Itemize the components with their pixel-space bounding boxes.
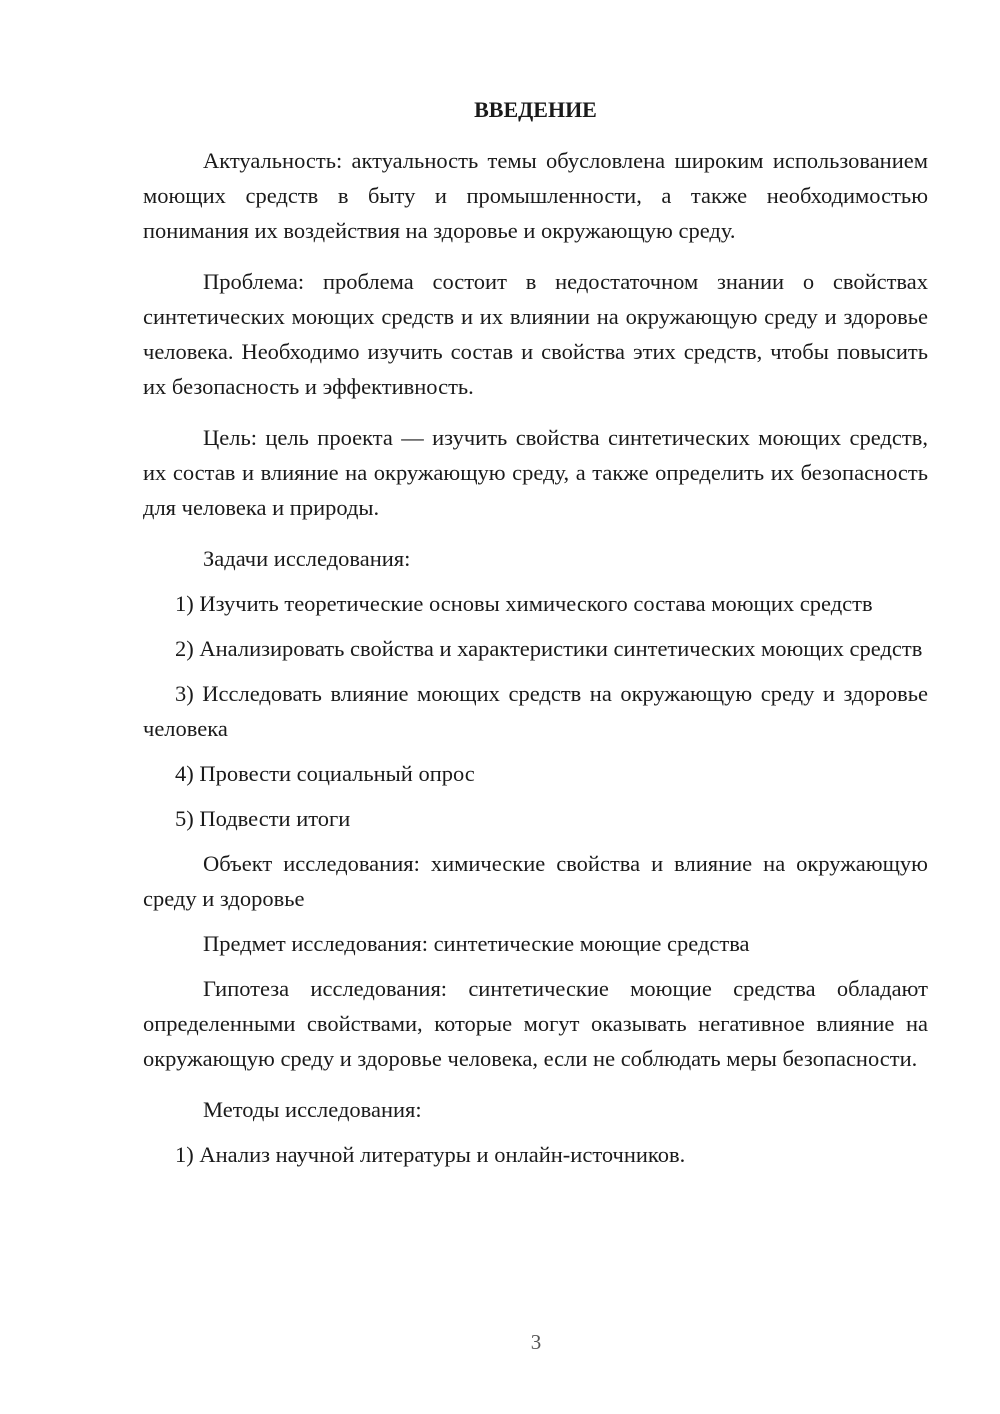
tasks-list <box>143 586 928 836</box>
object-paragraph: Объект исследования: химические свойства и влияние на окружающую среду и здоровье <box>143 851 928 911</box>
section-title: ВВЕДЕНИЕ <box>474 97 597 122</box>
page-number: 3 <box>530 1330 542 1354</box>
goal-paragraph: Цель: цель проекта — изучить свойства синтетических моющих средств, их состав и влияние на окружающую среду, а также определить их безопасность для человека и природы. <box>143 425 928 520</box>
hypothesis-paragraph: Гипотеза исследования: синтетические моющие средства обладают определенными свойствами, которые могут оказывать негативное влияние на окружающую среду и здоровье человека, если не соблюдать меры безопасности. <box>143 976 928 1071</box>
relevance-paragraph: Актуальность: актуальность темы обусловлена широким использованием моющих средств в быту и промышленности, а также необходимостью понимания их воздействия на здоровье и окружающую среду. <box>143 148 928 243</box>
method-item-1: 1) Анализ научной литературы и онлайн-источников. <box>175 1142 686 1167</box>
task-item-3: 3) Исследовать влияние моющих средств на окружающую среду и здоровье человека <box>143 681 928 741</box>
problem-paragraph: Проблема: проблема состоит в недостаточном знании о свойствах синтетических моющих средств и их влиянии на окружающую среду и здоровье человека. Необходимо изучить состав и свойства этих средств, чтобы повысить их безопасность и эффективность. <box>143 269 928 399</box>
methods-heading: Методы исследования: <box>203 1097 422 1122</box>
task-item-5: 5) Подвести итоги <box>175 806 351 831</box>
task-item-2: 2) Анализировать свойства и характеристики синтетических моющих средств <box>175 636 923 661</box>
document-page <box>143 92 928 1182</box>
tasks-heading: Задачи исследования: <box>203 546 411 571</box>
subject-paragraph: Предмет исследования: синтетические моющие средства <box>203 931 750 956</box>
task-item-1: 1) Изучить теоретические основы химического состава моющих средств <box>175 591 873 616</box>
task-item-4: 4) Провести социальный опрос <box>175 761 475 786</box>
methods-list <box>143 1137 928 1172</box>
